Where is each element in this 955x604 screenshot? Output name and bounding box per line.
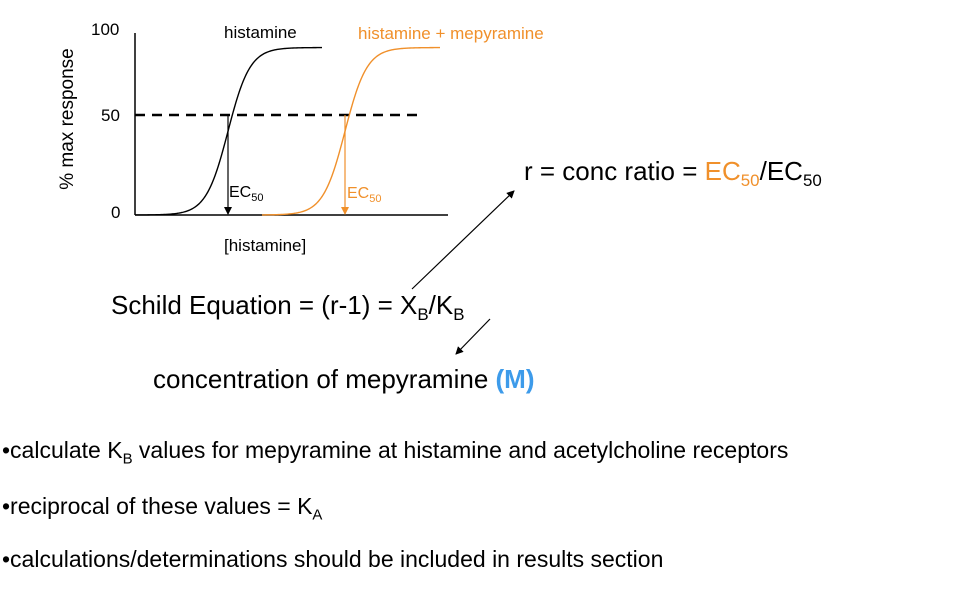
schild-equation: Schild Equation = $(r-1) = X_B/K_B$ bbox=[111, 290, 465, 325]
ec50-label-histamine: $EC_{50}$ bbox=[229, 184, 264, 205]
ratio-pointer-arrow bbox=[412, 191, 514, 289]
bullet-item: •calculations/determinations should be included in results section bbox=[2, 546, 664, 572]
conc-ratio-equation: r = conc ratio = $EC_{50}/EC_{50}$ bbox=[524, 156, 822, 191]
y-tick-50: 50 bbox=[101, 106, 120, 125]
series-label-histamine-mepyramine: histamine + mepyramine bbox=[358, 24, 544, 43]
x-axis-label: [histamine] bbox=[224, 236, 307, 255]
series-label-histamine: histamine bbox=[224, 23, 297, 42]
y-tick-0: 0 bbox=[111, 203, 121, 222]
bullet-item: •calculate $K_B$ values for mepyramine at histamine and acetylcholine receptors bbox=[2, 437, 789, 468]
concentration-label: concentration of mepyramine (M) bbox=[153, 364, 535, 394]
concentration-pointer-arrow bbox=[456, 319, 490, 354]
bullet-item: •reciprocal of these values = $K_A$ bbox=[2, 493, 323, 524]
ec50-label-mepyramine: $EC_{50}$ bbox=[347, 185, 382, 206]
y-axis-label: % max response bbox=[57, 48, 78, 190]
y-tick-100: 100 bbox=[91, 20, 120, 39]
